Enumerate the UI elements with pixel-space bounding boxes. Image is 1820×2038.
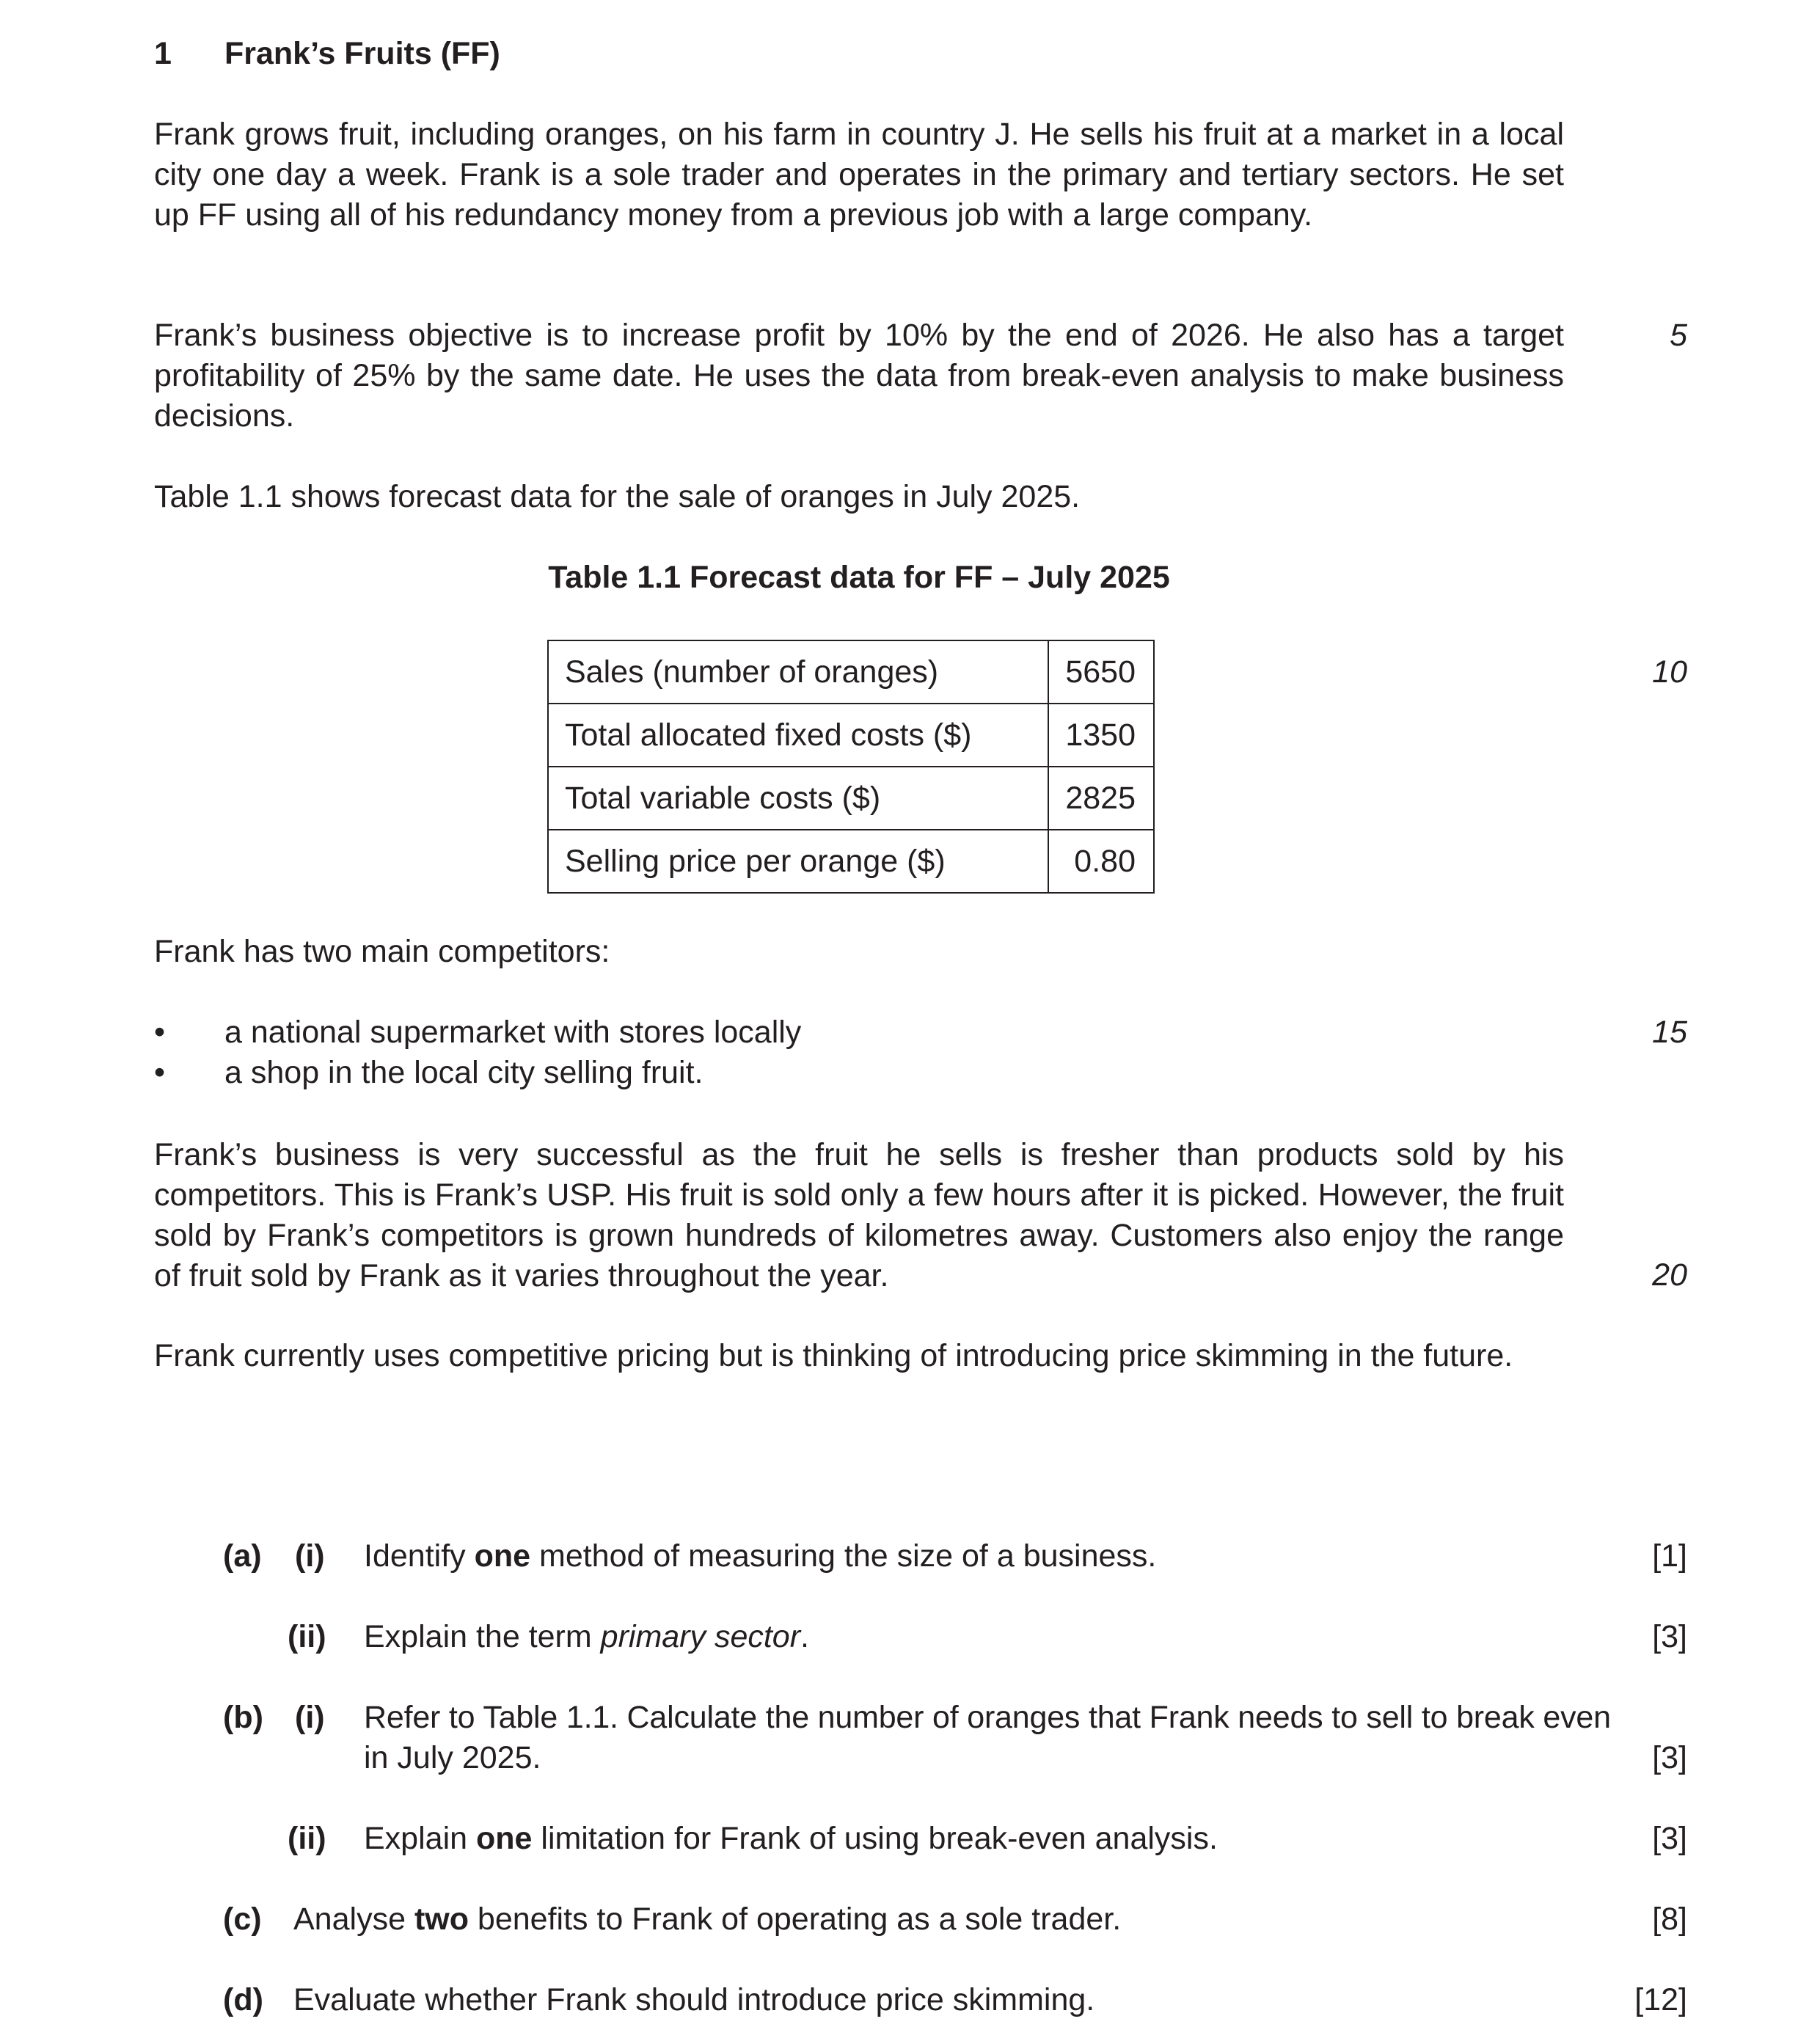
- marks-b-ii: [3]: [1652, 1821, 1687, 1856]
- line-number: 10: [1652, 654, 1687, 690]
- table-row: [548, 830, 1154, 893]
- part-a-ii-text: Explain the term primary sector.: [364, 1619, 809, 1654]
- paragraph-pricing: Frank currently uses competitive pricing but is thinking of introducing price skimming in the future.: [154, 1338, 1513, 1373]
- table-cell-value: 5650: [1048, 640, 1154, 704]
- line-number: 5: [1670, 318, 1687, 353]
- forecast-table: [547, 640, 1155, 894]
- table-cell-label: Sales (number of oranges): [548, 640, 1048, 704]
- part-c-label: (c): [223, 1902, 262, 1937]
- question-title: Frank’s Fruits (FF): [224, 36, 500, 71]
- part-b-ii-text: Explain one limitation for Frank of using break-even analysis.: [364, 1821, 1218, 1856]
- marks-a-i: [1]: [1652, 1538, 1687, 1574]
- table-cell-value: 2825: [1048, 767, 1154, 830]
- paragraph-competitors: Frank has two main competitors:: [154, 934, 610, 969]
- paragraph-usp: Frank’s business is very successful as the fruit he sells is fresher than products sold by his competitors. This is Frank’s USP. His fruit is sold only a few hours after it is picked. However, the fruit sold by Frank’s competitors is grown hundreds of kilometres away. Customers also enjoy the range of fruit sold by Frank as it varies throughout the year.: [154, 1137, 1564, 1293]
- table-row: [548, 704, 1154, 767]
- question-number: 1: [154, 36, 172, 71]
- part-b-label: (b): [223, 1700, 263, 1735]
- line-number: 20: [1652, 1257, 1687, 1293]
- part-a-i-label: (i): [295, 1538, 325, 1574]
- marks-a-ii: [3]: [1652, 1619, 1687, 1654]
- part-b-i-text-line2: in July 2025.: [364, 1740, 541, 1775]
- part-d-label: (d): [223, 1982, 263, 2017]
- table-row: [548, 767, 1154, 830]
- paragraph-table-intro: Table 1.1 shows forecast data for the sale of oranges in July 2025.: [154, 479, 1081, 514]
- part-c-text: Analyse two benefits to Frank of operating as a sole trader.: [293, 1902, 1122, 1937]
- table-row: [548, 640, 1154, 704]
- marks-b-i: [3]: [1652, 1740, 1687, 1775]
- bullet-item: a shop in the local city selling fruit.: [224, 1055, 703, 1090]
- table-cell-value: 1350: [1048, 704, 1154, 767]
- bullet-icon: •: [154, 1055, 166, 1090]
- part-b-ii-label: (ii): [288, 1821, 326, 1856]
- bullet-icon: •: [154, 1015, 166, 1050]
- table-caption: Table 1.1 Forecast data for FF – July 2025: [548, 560, 1170, 595]
- table-cell-label: Total allocated fixed costs ($): [548, 704, 1048, 767]
- part-d-text: Evaluate whether Frank should introduce price skimming.: [293, 1982, 1095, 2017]
- part-a-i-text: Identify one method of measuring the size of a business.: [364, 1538, 1157, 1574]
- part-a-label: (a): [223, 1538, 262, 1574]
- part-b-i-text-line1: Refer to Table 1.1. Calculate the number of oranges that Frank needs to sell to break even: [364, 1700, 1611, 1735]
- table-cell-label: Selling price per orange ($): [548, 830, 1048, 893]
- table-cell-value: 0.80: [1048, 830, 1154, 893]
- paragraph-intro: Frank grows fruit, including oranges, on his farm in country J. He sells his fruit at a market in a local city one day a week. Frank is a sole trader and operates in the primary and tertiary sectors. He set up FF using all of his redundancy money from a previous job with a large company.: [154, 117, 1564, 233]
- part-a-ii-label: (ii): [288, 1619, 326, 1654]
- part-b-i-label: (i): [295, 1700, 325, 1735]
- table-cell-label: Total variable costs ($): [548, 767, 1048, 830]
- marks-d: [12]: [1634, 1982, 1687, 2017]
- paragraph-objectives: Frank’s business objective is to increase profit by 10% by the end of 2026. He also has a target profitability of 25% by the same date. He uses the data from break-even analysis to make business decisions.: [154, 318, 1564, 434]
- bullet-item: a national supermarket with stores locally: [224, 1015, 802, 1050]
- line-number: 15: [1652, 1015, 1687, 1050]
- marks-c: [8]: [1652, 1902, 1687, 1937]
